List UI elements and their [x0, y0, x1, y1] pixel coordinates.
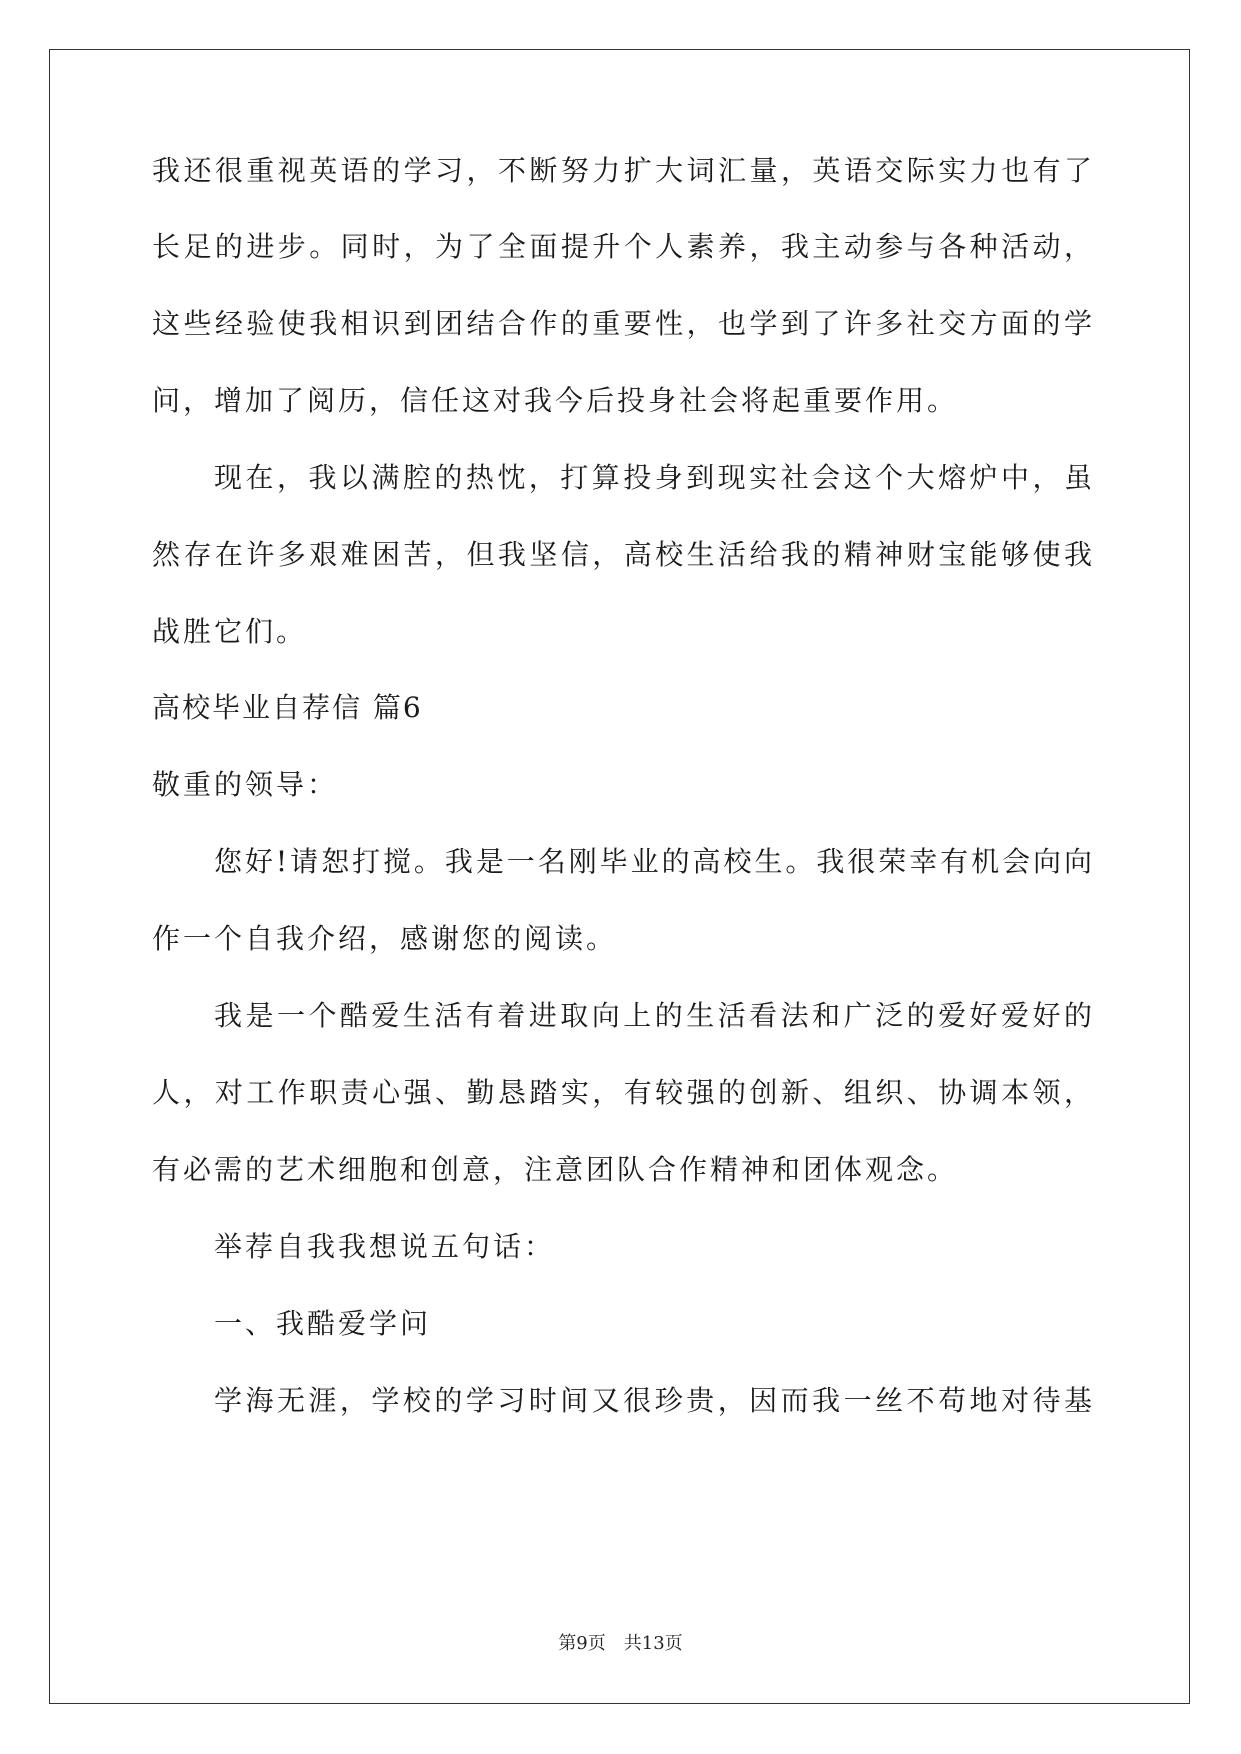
section-heading: 高校毕业自荐信 篇6: [152, 691, 423, 724]
paragraph-line: 有必需的艺术细胞和创意，注意团队合作精神和团体观念。: [152, 1153, 959, 1186]
paragraph-line: 学海无涯，学校的学习时间又很珍贵，因而我一丝不苟地对待基: [214, 1384, 1092, 1417]
paragraph-line: 我还很重视英语的学习，不断努力扩大词汇量，英语交际实力也有了: [152, 154, 1092, 187]
paragraph-line: 长足的进步。同时，为了全面提升个人素养，我主动参与各种活动，: [152, 230, 1092, 263]
page-number: 第9页: [558, 1633, 606, 1654]
page-footer: [0, 1632, 1241, 1656]
salutation: 敬重的领导：: [152, 768, 339, 801]
page-total: 共13页: [623, 1633, 683, 1654]
paragraph-line: 问，增加了阅历，信任这对我今后投身社会将起重要作用。: [152, 384, 959, 417]
paragraph-line: 举荐自我我想说五句话：: [214, 1230, 556, 1263]
paragraph-line: 然存在许多艰难困苦，但我坚信，高校生活给我的精神财宝能够使我: [152, 538, 1092, 571]
paragraph-line: 人，对工作职责心强、勤恳踏实，有较强的创新、组织、协调本领，: [152, 1076, 1092, 1109]
paragraph-line: 这些经验使我相识到团结合作的重要性，也学到了许多社交方面的学: [152, 307, 1092, 340]
paragraph-line: 您好!请恕打搅。我是一名刚毕业的高校生。我很荣幸有机会向向: [214, 845, 1092, 878]
list-item: 一、我酷爱学问: [214, 1307, 432, 1340]
paragraph-line: 现在，我以满腔的热忱，打算投身到现实社会这个大熔炉中，虽: [214, 461, 1092, 494]
paragraph-line: 我是一个酷爱生活有着进取向上的生活看法和广泛的爱好爱好的: [214, 999, 1092, 1032]
paragraph-line: 作一个自我介绍，感谢您的阅读。: [152, 922, 618, 955]
paragraph-line: 战胜它们。: [152, 615, 308, 648]
